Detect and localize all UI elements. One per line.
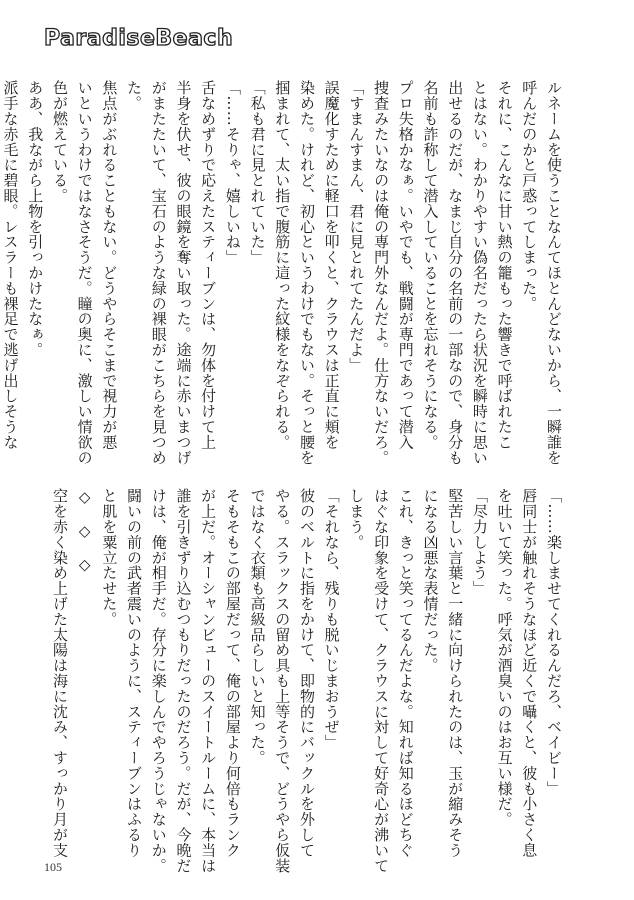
text-line: しまう。 (347, 488, 366, 550)
text-line: とはない。わかりやすい偽名だったら状況を瞬時に思い (470, 80, 489, 465)
text-line: た。 (125, 80, 144, 111)
text-line: 掴まれて、太い指で腹筋に這った紋様をなぞられる。 (273, 80, 292, 450)
scene-break: ◇ ◇ ◇ (75, 488, 94, 574)
text-line: がまたたいて、宝石のような緑の裸眼がこちらを見つめ (149, 80, 168, 465)
text-line: やる。スラックスの留め具も上等そうで、どうやら仮装 (273, 488, 292, 873)
text-line: 「……そりゃ、嬉しいね」 (223, 80, 242, 265)
text-line: 彼のベルトに指をかけて、即物的にバックルを外して (297, 488, 316, 858)
text-line: 誰を引きずり込むつもりだったのだろう。だが、今晩だ (174, 488, 193, 873)
text-line: これ、きっと笑ってるんだよな。知れば知るほどちぐ (396, 488, 415, 858)
text-line: 染めた。けれど、初心というわけでもない。そっと腰を (297, 80, 316, 465)
text-line: 色が燃えている。 (50, 80, 69, 204)
text-line: になる凶悪な表情だった。 (421, 488, 440, 673)
text-line: 焦点がぶれることもない。どうやらそこまで視力が悪 (100, 80, 119, 450)
text-line: 派手な赤毛に碧眼。レスラーも裸足で逃げ出しそうな (1, 80, 20, 450)
text-line: 空を赤く染め上げた太陽は海に沈み、すっかり月が支 (50, 488, 69, 858)
text-block-top (1, 80, 566, 465)
text-line: はぐな印象を受けて、クラウスに対して好奇心が沸いて (372, 488, 391, 873)
text-line: そもそもこの部屋だって、俺の部屋より何倍もランク (223, 488, 242, 858)
text-line: ではなく衣類も高級品らしいと知った。 (248, 488, 267, 766)
text-line: ああ、我ながら上物を引っかけたなぁ。 (26, 80, 45, 358)
text-line: 半身を伏せ、彼の眼鏡を奪い取った。途端に赤いまつげ (174, 80, 193, 465)
text-line: 「それなら、残りも脱いじまおうぜ」 (322, 488, 341, 750)
text-line: プロ失格かなぁ。いやでも、戦闘が専門であって潜入 (396, 80, 415, 450)
text-line: 呼んだのかと戸惑ってしまった。 (520, 80, 539, 311)
text-line: 「すまんすまん、君に見とれてたんだよ」 (347, 80, 366, 373)
text-line: 誤魔化すために軽口を叩くと、クラウスは正直に頬を (322, 80, 341, 450)
text-line: 「私も君に見とれていた」 (248, 80, 267, 265)
text-line: いというわけではなさそうだ。瞳の奥に、激しい情欲の (75, 80, 94, 465)
text-line: ルネームを使うことなんてほとんどないから、一瞬誰を (545, 80, 563, 465)
text-line: 「尽力しよう」 (470, 488, 489, 596)
text-line: それに、こんなに甘い熱の籠もった響きで呼ばれたこ (495, 80, 514, 450)
text-line: けは、俺が相手だ。存分に楽しんでやろうじゃないか。 (149, 488, 168, 873)
text-line: 「……楽しませてくれるんだろ、ベイビー」 (545, 488, 563, 796)
text-line: 堅苦しい言葉と一緒に向けられたのは、玉が縮みそう (446, 488, 465, 858)
text-line: 闘いの前の武者震いのように、スティーブンはふるり (125, 488, 144, 858)
text-line: を吐いて笑った。呼気が酒臭いのはお互い様だ。 (495, 488, 514, 827)
text-line: 名前も詐称して潜入していることを忘れそうになる。 (421, 80, 440, 450)
text-line: 舌なめずりで応えたスティーブンは、勿体を付けて上 (199, 80, 218, 450)
text-line: 捜査みたいなのは俺の専門外なんだよ。仕方ないだろ。 (372, 80, 391, 465)
page-number: 105 (44, 860, 62, 874)
text-line: 出せるのだが、なまじ自分の名前の一部なので、身分も (446, 80, 465, 465)
text-line: 唇同士が触れそうなほど近くで囁くと、彼も小さく息 (520, 488, 539, 858)
running-head: ParadiseBeach (44, 26, 234, 51)
text-line: が上だ。オーシャンビューのスイートルームに、本当は (199, 488, 218, 873)
text-line: と肌を粟立たせた。 (100, 488, 119, 627)
